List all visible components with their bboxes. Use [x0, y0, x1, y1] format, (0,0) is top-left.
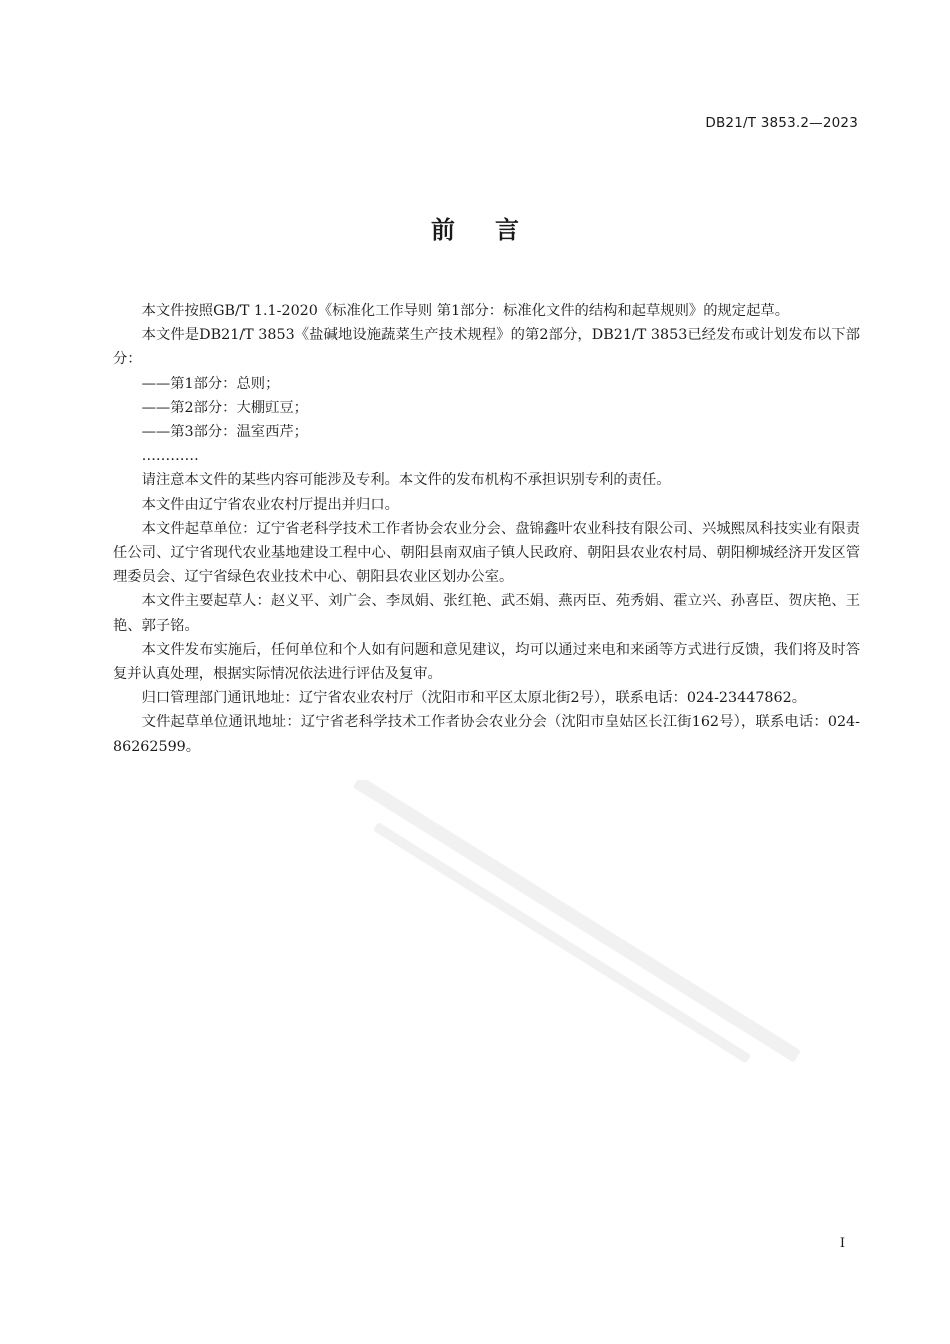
list-item-part-2: ——第2部分：大棚豇豆；: [141, 399, 308, 416]
paragraph-feedback: 本文件发布实施后，任何单位和个人如有问题和意见建议，均可以通过来电和来函等方式进行反馈，我们将及时答复并认真处理，根据实际情况依法进行评估及复审。: [113, 641, 860, 683]
watermark-graphic: [290, 780, 850, 1080]
list-item-part-3: ——第3部分：温室西芹；: [141, 424, 308, 441]
list-item-part-1: ——第1部分：总则；: [141, 375, 280, 392]
paragraph-drafting-rules: 本文件按照GB/T 1.1-2020《标准化工作导则 第1部分：标准化文件的结构和起草规则》的规定起草。: [141, 303, 789, 319]
paragraph-authority-address: 归口管理部门通讯地址：辽宁省农业农村厅（沈阳市和平区太原北街2号），联系电话：024-23447862。: [141, 690, 807, 707]
foreword-body: [113, 299, 860, 759]
paragraph-proposer: 本文件由辽宁省农业农村厅提出并归口。: [141, 496, 399, 513]
page-title: 前言: [431, 216, 559, 244]
paragraph-patent-notice: 请注意本文件的某些内容可能涉及专利。本文件的发布机构不承担识别专利的责任。: [141, 472, 671, 489]
paragraph-drafters: 本文件主要起草人：赵义平、刘广会、李凤娟、张红艳、武丕娟、燕丙臣、苑秀娟、霍立兴、孙喜臣、贺庆艳、王艳、郭子铭。: [113, 593, 860, 634]
page-number: I: [839, 1236, 845, 1251]
paragraph-drafter-address: 文件起草单位通讯地址：辽宁省老科学技术工作者协会农业分会（沈阳市皇姑区长江街162号），联系电话：024-86262599。: [113, 714, 860, 755]
paragraph-parts-intro: 本文件是DB21/T 3853《盐碱地设施蔬菜生产技术规程》的第2部分，DB21/T 3853已经发布或计划发布以下部分：: [113, 327, 860, 368]
list-ellipsis: …………: [141, 448, 199, 465]
paragraph-drafting-units: 本文件起草单位：辽宁省老科学技术工作者协会农业分会、盘锦鑫叶农业科技有限公司、兴城熙凤科技实业有限责任公司、辽宁省现代农业基地建设工程中心、朝阳县南双庙子镇人民政府、朝阳县农业农村局、朝阳柳城经济开发区管理委员会、辽宁省绿色农业技术中心、朝阳县农业区划办公室。: [113, 520, 860, 586]
standard-code: DB21/T 3853.2—2023: [705, 115, 858, 131]
